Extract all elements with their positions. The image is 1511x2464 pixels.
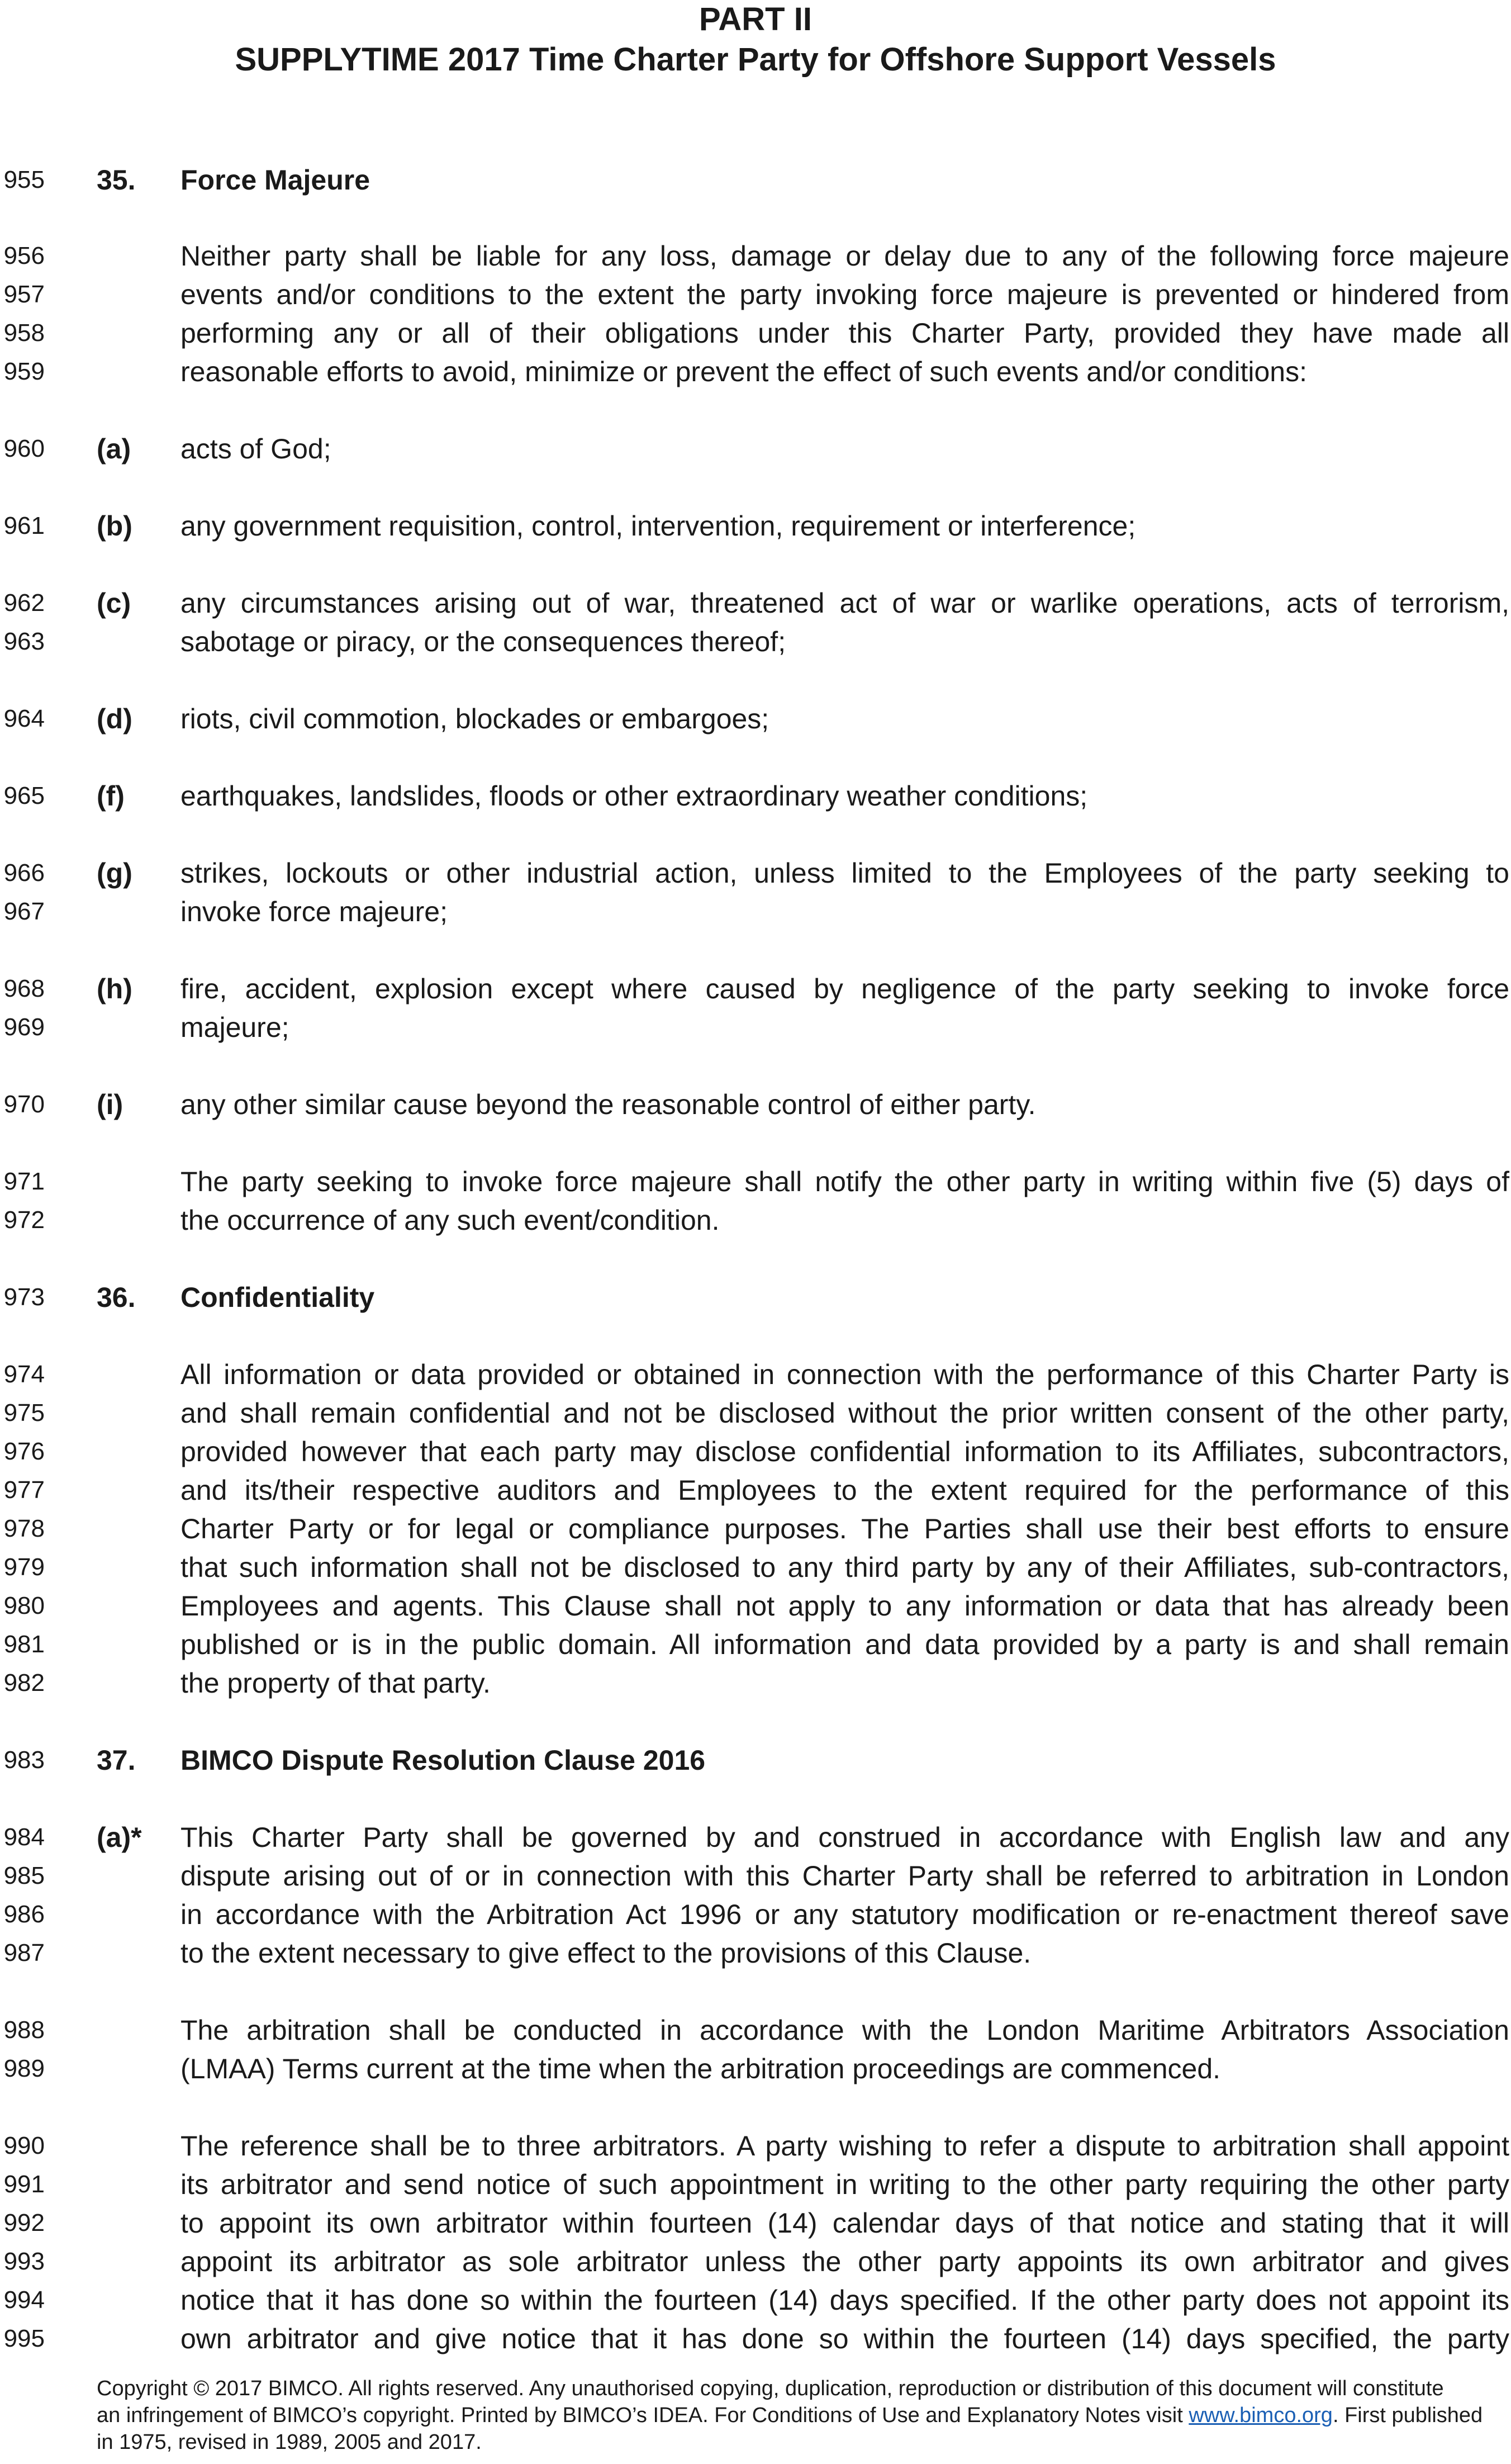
line-number: 958 (3, 319, 45, 347)
list-marker: (c) (97, 587, 131, 619)
line-number: 982 (3, 1669, 45, 1697)
line-number: 988 (3, 2016, 45, 2044)
text-line: Employees and agents. This Clause shall not apply to any information or data that has already been (180, 1590, 1509, 1622)
text-line: riots, civil commotion, blockades or embargoes; (180, 703, 769, 735)
line-number: 993 (3, 2248, 45, 2275)
text-line: notice that it has done so within the fourteen (14) days specified. If the other party does not appoint its (180, 2285, 1509, 2316)
text-line: fire, accident, explosion except where caused by negligence of the party seeking to invoke force (180, 973, 1509, 1004)
text-line: published or is in the public domain. All information and data provided by a party is and shall remain (180, 1629, 1509, 1660)
line-number: 962 (3, 589, 45, 617)
line-number: 973 (3, 1283, 45, 1311)
list-marker: (h) (97, 973, 132, 1004)
text-line: to appoint its own arbitrator within fourteen (14) calendar days of that notice and stating that it will (180, 2207, 1509, 2239)
text-line: that such information shall not be disclosed to any third party by any of their Affiliates, sub-contractors, (180, 1552, 1509, 1583)
line-number: 974 (3, 1361, 45, 1388)
text-line: the occurrence of any such event/condition. (180, 1205, 720, 1236)
line-number: 961 (3, 512, 45, 539)
text-line: appoint its arbitrator as sole arbitrator unless the other party appoints its own arbitrator and gives (180, 2246, 1509, 2277)
section-number: 37. (97, 1745, 136, 1776)
list-marker: (d) (97, 703, 132, 735)
text-line: own arbitrator and give notice that it has done so within the fourteen (14) days specified, the party (180, 2323, 1509, 2354)
section-heading: Force Majeure (180, 164, 370, 196)
part-heading: PART II (699, 1, 812, 37)
text-line: Charter Party or for legal or compliance purposes. The Parties shall use their best efforts to ensure (180, 1513, 1509, 1544)
text-line: the property of that party. (180, 1667, 491, 1699)
line-number: 976 (3, 1438, 45, 1465)
text-line: in accordance with the Arbitration Act 1996 or any statutory modification or re-enactment thereof save (180, 1899, 1509, 1930)
list-marker: (f) (97, 780, 125, 812)
text-line: events and/or conditions to the extent the party invoking force majeure is prevented or hindered from (180, 279, 1509, 310)
text-line: (LMAA) Terms current at the time when the arbitration proceedings are commenced. (180, 2053, 1221, 2084)
section-heading: Confidentiality (180, 1282, 375, 1313)
text-line: its arbitrator and send notice of such appointment in writing to the other party requiring the other party (180, 2169, 1509, 2200)
line-number: 977 (3, 1476, 45, 1504)
line-number: 968 (3, 975, 45, 1002)
line-number: 955 (3, 166, 45, 193)
line-number: 966 (3, 859, 45, 887)
text-line: dispute arising out of or in connection with this Charter Party shall be referred to arbitration in London (180, 1860, 1509, 1892)
line-number: 981 (3, 1631, 45, 1658)
text-line: provided however that each party may disclose confidential information to its Affiliates, subcontractors, (180, 1436, 1509, 1467)
line-number: 971 (3, 1168, 45, 1195)
line-number: 983 (3, 1746, 45, 1774)
text-line: All information or data provided or obtained in connection with the performance of this Charter Party is (180, 1359, 1509, 1390)
text-line: sabotage or piracy, or the consequences thereof; (180, 626, 786, 657)
text-line: strikes, lockouts or other industrial action, unless limited to the Employees of the party seeking to (180, 857, 1509, 889)
line-number: 991 (3, 2171, 45, 2198)
text-line: to the extent necessary to give effect to the provisions of this Clause. (180, 1937, 1032, 1969)
line-number: 992 (3, 2209, 45, 2236)
document-title: SUPPLYTIME 2017 Time Charter Party for Offshore Support Vessels (235, 41, 1276, 78)
line-number: 995 (3, 2325, 45, 2352)
copyright-line: Copyright © 2017 BIMCO. All rights reserved. Any unauthorised copying, duplication, reproduction or distribution of this document will constitute (97, 2377, 1444, 2400)
text-line: majeure; (180, 1012, 289, 1043)
list-marker: (a)* (97, 1822, 142, 1853)
line-number: 972 (3, 1206, 45, 1234)
text-line: The party seeking to invoke force majeure shall notify the other party in writing within five (5) days of (180, 1166, 1509, 1197)
line-number: 975 (3, 1399, 45, 1427)
text-line: acts of God; (180, 433, 331, 465)
text-line: reasonable efforts to avoid, minimize or prevent the effect of such events and/or conditions: (180, 356, 1307, 387)
section-number: 36. (97, 1282, 136, 1313)
footer-text: an infringement of BIMCO’s copyright. Printed by BIMCO’s IDEA. For Conditions of Use and Explanatory Notes visit (97, 2404, 1189, 2427)
section-number: 35. (97, 164, 136, 196)
line-number: 957 (3, 281, 45, 308)
line-number: 964 (3, 705, 45, 732)
text-line: and its/their respective auditors and Employees to the extent required for the performance of this (180, 1475, 1509, 1506)
text-line: The arbitration shall be conducted in accordance with the London Maritime Arbitrators Association (180, 2015, 1509, 2046)
line-number: 994 (3, 2286, 45, 2314)
line-number: 986 (3, 1901, 45, 1928)
line-number: 978 (3, 1515, 45, 1542)
list-marker: (b) (97, 510, 132, 542)
section-heading: BIMCO Dispute Resolution Clause 2016 (180, 1745, 706, 1776)
line-number: 969 (3, 1013, 45, 1041)
bimco-website-link[interactable]: www.bimco.org (1189, 2404, 1333, 2427)
line-number: 987 (3, 1939, 45, 1967)
line-number: 959 (3, 358, 45, 385)
line-number: 965 (3, 782, 45, 809)
text-line: any other similar cause beyond the reasonable control of either party. (180, 1089, 1036, 1120)
line-number: 963 (3, 628, 45, 655)
line-number: 979 (3, 1553, 45, 1581)
list-marker: (g) (97, 857, 132, 889)
text-line: earthquakes, landslides, floods or other extraordinary weather conditions; (180, 780, 1088, 812)
line-number: 990 (3, 2132, 45, 2159)
line-number: 980 (3, 1592, 45, 1619)
list-marker: (i) (97, 1089, 123, 1120)
text-line: invoke force majeure; (180, 896, 448, 927)
line-number: 989 (3, 2055, 45, 2082)
footer-text: . First published (1332, 2404, 1483, 2427)
copyright-line (97, 2403, 1511, 2428)
text-line: performing any or all of their obligations under this Charter Party, provided they have made all (180, 318, 1509, 349)
line-number: 960 (3, 435, 45, 462)
line-number: 985 (3, 1862, 45, 1889)
line-number: 956 (3, 242, 45, 269)
text-line: and shall remain confidential and not be disclosed without the prior written consent of the other party, (180, 1397, 1509, 1429)
text-line: Neither party shall be liable for any loss, damage or delay due to any of the following force majeure (180, 240, 1509, 272)
line-number: 967 (3, 898, 45, 925)
text-line: any government requisition, control, intervention, requirement or interference; (180, 510, 1136, 542)
list-marker: (a) (97, 433, 131, 465)
line-number: 970 (3, 1091, 45, 1118)
line-number: 984 (3, 1823, 45, 1851)
text-line: The reference shall be to three arbitrators. A party wishing to refer a dispute to arbitration shall appoint (180, 2130, 1509, 2162)
copyright-line: in 1975, revised in 1989, 2005 and 2017. (97, 2430, 482, 2454)
text-line: This Charter Party shall be governed by and construed in accordance with English law and any (180, 1822, 1509, 1853)
text-line: any circumstances arising out of war, threatened act of war or warlike operations, acts of terrorism, (180, 587, 1509, 619)
